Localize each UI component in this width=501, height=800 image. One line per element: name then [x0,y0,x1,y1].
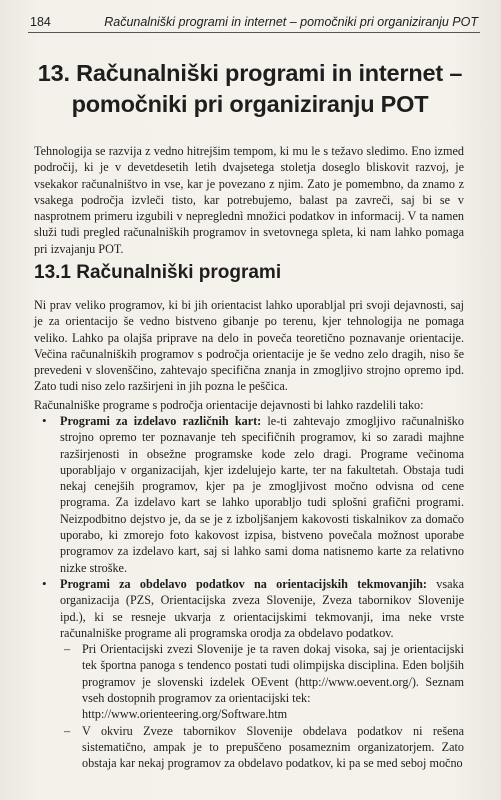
sub-item-orientation-union [60,641,464,722]
dash-marker: – [64,642,71,657]
list-item-data-programs [34,576,464,772]
chapter-title-line2: pomočniki pri organiziranju POT [71,91,429,117]
bullet-text: le-ti zahtevajo zmogljivo računalniško strojno opremo ter poznavanje teh specifičnih programov, ki so zaradi majhne razširjenosti in obsežne programske kode zelo dragi. Programe večinoma uporabljajo v organizacijah, kjer izdelujejo karte, ter na fakultetah. Obstaja tudi nekaj cenejših programov, kjer pa je zmogljivost močno odvisna od cene programa. Za izdelavo kart se lahko uporabljo tudi splošni grafični programi. Neizpodbitno dejstvo je, da se je z izboljšanjem kakovosti tiskalnikov za domačo uporabo, ki zmorejo foto kakovost izpisa, bistveno povečala možnost uporabe programov za izdelavo kart, saj si lahko sami doma natisnemo karte za relativno nizke stroške. [60,414,464,575]
bullet-marker: • [42,413,47,428]
dash-marker: – [64,723,71,738]
chapter-title [30,58,470,120]
bullet-text: vsaka organizacija (PZS, Orientacijska zveza Slovenije, Zveza tabornikov Slovenije ipd.), ki se resneje ukvarja z orientacijskimi tekmovanji, ima neke vrste računalniške programe ali programska orodja za obdelavo podatkov. [60,576,465,640]
section-paragraph-2: Računalniške programe s področja orientacije dejavnosti bi lahko razdelili tako: [34,398,424,412]
running-head-title: Računalniški programi in internet – pomočniki pri organiziranju POT [104,15,478,29]
section-title: 13.1 Računalniški programi [34,262,282,283]
intro-paragraph: Tehnologija se razvija z vedno hitrejšim tempom, ki mu le s težavo sledimo. Eno izmed področij, ki je v devetdesetih letih dvajsetega stoletja doseglo bliskovit razvoj, je vsekakor računalništvo in vse, kar je povezano z njim. Zato je pomembno, da znamo z vsakega področja izvleči tisto, kar potrebujemo, balast pa zavreči, saj bi se v nasprotnem primeru izgubili v nepreglednì množici podatkov in informacij. V ta namen služi tudi pregled računalniških programov in svetovnega spleta, ki nam lahko pomaga pri izvajanju POT. [34,144,464,256]
sub-item-scouts-union [60,723,464,772]
bullet-marker: • [42,575,47,591]
sub-item-text: Pri Orientacijski zvezi Slovenije je ta raven dokaj visoka, saj je orientacijski tek športna panoga s tendenco postati tudi olimpijska disciplina. Eden boljših programov je slovenski izdelek OEvent (http://www.oevent.org/). Seznam vseh dostopnih programov za orientacijski tek: [82,642,464,706]
bullet-heading: Programi za izdelavo različnih kart: [60,414,262,428]
chapter-title-line1: 13. Računalniški programi in internet – [37,60,463,86]
running-head [28,12,480,33]
program-type-list [34,413,464,772]
bullet-heading: Programi za obdelavo podatkov na orientacijskih tekmovanjih: [60,576,427,591]
list-item-map-programs [34,413,464,576]
section-paragraph-1: Ni prav veliko programov, ki bi jih orientacist lahko uporabljal pri svoji dejavnosti, saj je za orientacijo še vedno bistveno gibanje po terenu, kjer tehnologija ne pomaga veliko. Lahko pa olajša priprave na delo in poveča teoretično poznavanje orientacije. Večina računalniških programov s področja orientacije je še vedno zelo dragih, niso še prevedeni v slovenščino, zahtevajo specifična znanja in zmogljivo strojno opremo ipd. Zato tudi niso zelo razširjeni in jih pozna le peščica. [34,298,464,394]
page-number: 184 [30,15,51,29]
sub-item-text: V okviru Zveze tabornikov Slovenije obdelava podatkov ni rešena sistematično, ampak je to prepuščeno posameznim organizatorjem. Zato obstaja kar nekaj programov za obdelavo podatkov, ki pa se med seboj močno [82,723,464,771]
sub-list [60,641,464,771]
software-link[interactable]: http://www.orienteering.org/Software.htm [82,707,288,722]
